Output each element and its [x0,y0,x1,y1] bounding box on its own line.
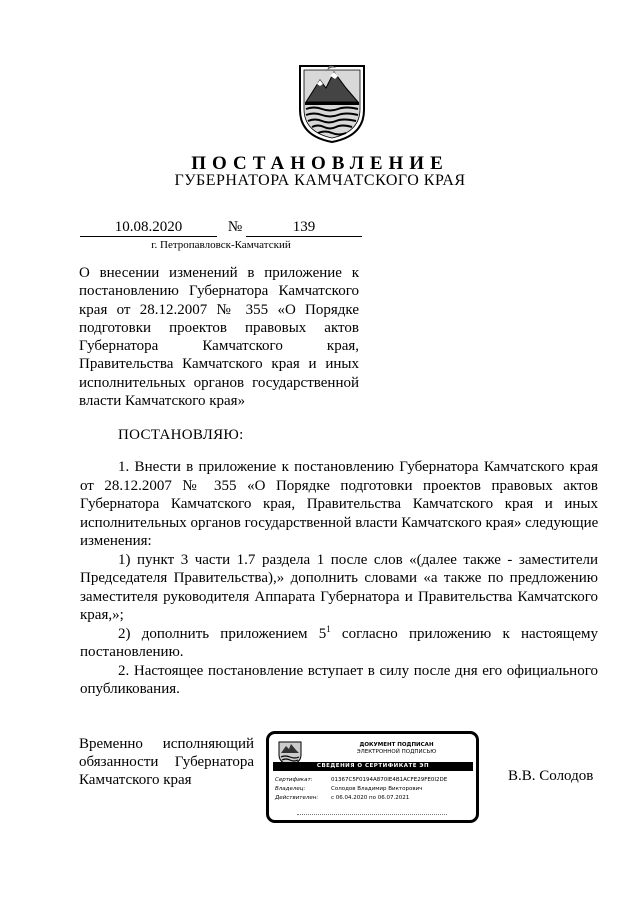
stamp-footer-line [297,811,447,815]
subject-line: подготовки проектов правовых актов [79,319,359,336]
stamp-subheading: ЭЛЕКТРОННОЙ ПОДПИСЬЮ [356,749,437,755]
body-line: изменения: [80,533,152,549]
position-line: Камчатского края [79,772,192,789]
subject-line: края от 28.12.2007 № 355 «О Порядке [79,301,359,318]
valid-value: с 06.04.2020 по 06.07.2021 [331,795,410,801]
position-line: обязанности Губернатора [79,754,254,771]
cert-label: Сертификат: [275,777,313,783]
document-number: 139 [292,219,316,235]
subject-line: О внесении изменений в приложение к [79,265,359,281]
body-line: 2. Настоящее постановление вступает в силу после дня его официального [118,662,598,679]
document-place: г. Петропавловск-Камчатский [151,239,291,251]
body-line: исполнительных органов государственной власти Камчатского края» следующие [80,514,599,531]
body-line: Председателя Правительства),» дополнить словами «а также по предложению [80,570,598,586]
kamchatka-coat-of-arms-icon [296,62,368,144]
stamp-heading: ДОКУМЕНТ ПОДПИСАН [359,742,434,748]
subject-line: исполнительных органов государственной [79,374,359,391]
body-line: 1) пункт 3 части 1.7 раздела 1 после слов «(далее также - заместители [118,551,598,568]
number-sign: № [227,219,243,235]
body-line: от 28.12.2007 № 355 «О Порядке подготовки проектов правовых актов [80,477,598,494]
owner-label: Владелец: [275,786,306,792]
body-line: опубликования. [80,681,180,697]
document-subtitle: ГУБЕРНАТОРА КАМЧАТСКОГО КРАЯ [174,172,466,189]
date-underline [80,236,217,237]
subject-line: постановлению Губернатора Камчатского [79,283,359,300]
document-date: 10.08.2020 [114,219,183,235]
stamp-cert-title: СВЕДЕНИЯ О СЕРТИФИКАТЕ ЭП [316,763,430,769]
body-line [80,625,598,644]
subject-line: власти Камчатского края» [79,393,246,410]
body-line: 1. Внести в приложение к постановлению Губернатора Камчатского края [118,459,598,475]
electronic-signature-stamp [266,731,479,823]
superscript: 1 [326,623,331,634]
position-line: Временно исполняющий [79,736,254,752]
document-body [80,458,598,699]
body-line-part: 2) дополнить приложением 5 [118,625,327,642]
valid-label: Действителен: [275,795,319,801]
document-title: ПОСТАНОВЛЕНИЕ [191,153,449,174]
body-line: постановлению. [80,644,184,660]
body-line: края,»; [80,607,124,623]
body-line-part: согласно приложению к настоящему [330,625,598,642]
subject-line: Правительства Камчатского края и иных [79,356,359,373]
document-subject [79,264,359,410]
owner-value: Солодов Владимир Викторович [331,786,423,792]
body-line: Губернатора Камчатского края, Правительства Камчатского края и иных [80,496,598,512]
decree-word: ПОСТАНОВЛЯЮ: [118,427,244,443]
signatory-name: В.В. Солодов [508,768,594,784]
cert-value: 01367C5F0194A870IE4B1ACFE29FE0I2DE [331,777,448,783]
signatory-position [79,735,254,790]
number-underline [246,236,362,237]
subject-line: Губернатора Камчатского края, [79,338,359,355]
body-line: заместителя руководителя Аппарата Губернатора и Правительства Камчатского [80,588,598,605]
